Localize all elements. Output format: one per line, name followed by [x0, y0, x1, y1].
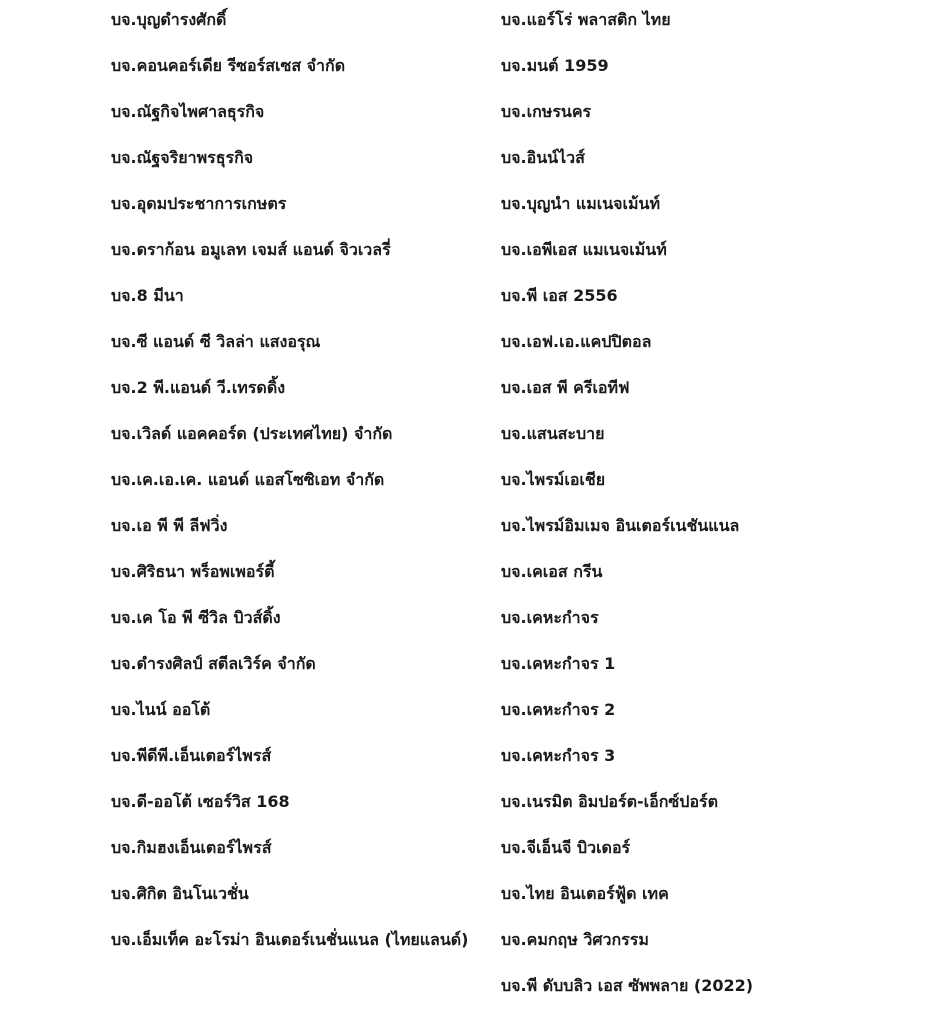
company-name: บจ.ศิกิต อินโนเวชั่น — [111, 884, 249, 903]
company-name: บจ.เนรมิต อิมปอร์ต-เอ็กซ์ปอร์ต — [501, 792, 719, 811]
company-name: บจ.ดราก้อน อมูเลท เจมส์ แอนด์ จิวเวลรี่ — [111, 240, 391, 259]
company-name: บจ.8 มีนา — [111, 286, 184, 305]
company-name: บจ.คอนคอร์เดีย รีซอร์สเซส จำกัด — [111, 56, 346, 75]
company-name: บจ.ณัฐจริยาพรธุรกิจ — [111, 148, 254, 167]
company-name: บจ.ซี แอนด์ ซี วิลล่า แสงอรุณ — [111, 332, 321, 351]
company-name: บจ.ดำรงศิลป์ สตีลเวิร์ค จำกัด — [111, 654, 316, 673]
company-name: บจ.คมกฤษ วิศวกรรม — [501, 930, 649, 949]
company-name: บจ.จีเอ็นจี บิวเดอร์ — [501, 838, 631, 857]
company-name: บจ.เคหะกำจร 3 — [501, 746, 616, 765]
company-name: บจ.เวิลด์ แอคคอร์ด (ประเทศไทย) จำกัด — [111, 424, 393, 443]
company-name: บจ.แอร์โร่ พลาสติก ไทย — [501, 10, 671, 29]
company-name: บจ.อินน์ไวส์ — [501, 148, 585, 167]
company-name: บจ.ณัฐกิจไพศาลธุรกิจ — [111, 102, 265, 121]
company-name: บจ.บุญดำรงศักดิ์ — [111, 10, 227, 29]
company-name: บจ.แสนสะบาย — [501, 424, 605, 443]
company-name: บจ.ไทย อินเตอร์ฟู้ด เทค — [501, 884, 669, 903]
company-name: บจ.เอ พี พี ลีฟวิ่ง — [111, 516, 228, 535]
company-name: บจ.เอฟ.เอ.แคปปิตอล — [501, 332, 652, 351]
company-name: บจ.พีดีพี.เอ็นเตอร์ไพรส์ — [111, 746, 272, 765]
company-name: บจ.ไพรม์อิมเมจ อินเตอร์เนชันแนล — [501, 516, 740, 535]
company-name: บจ.เอส พี ครีเอทีฟ — [501, 378, 630, 397]
company-name: บจ.ศิริธนา พร็อพเพอร์ตี้ — [111, 562, 275, 581]
right-company-column — [501, 4, 921, 1016]
company-name: บจ.เค โอ พี ซีวิล บิวส์ดิ้ง — [111, 608, 281, 627]
company-name: บจ.ไนน์ ออโต้ — [111, 700, 211, 719]
company-name: บจ.พี เอส 2556 — [501, 286, 618, 305]
company-name: บจ.เคหะกำจร 2 — [501, 700, 616, 719]
company-name: บจ.เคเอส กรีน — [501, 562, 603, 581]
company-name: บจ.มนต์ 1959 — [501, 56, 609, 75]
company-name: บจ.เอ็มเท็ค อะโรม่า อินเตอร์เนชั่นแนล (ไทยแลนด์) — [111, 930, 469, 949]
company-name: บจ.เค.เอ.เค. แอนด์ แอสโซซิเอท จำกัด — [111, 470, 385, 489]
company-name: บจ.พี ดับบลิว เอส ซัพพลาย (2022) — [501, 976, 754, 995]
company-name: บจ.ดี-ออโต้ เซอร์วิส 168 — [111, 792, 290, 811]
company-name: บจ.เคหะกำจร 1 — [501, 654, 616, 673]
company-name: บจ.ไพรม์เอเชีย — [501, 470, 606, 489]
company-name: บจ.เคหะกำจร — [501, 608, 599, 627]
company-name: บจ.เอพีเอส แมเนจเม้นท์ — [501, 240, 667, 259]
left-company-column — [111, 4, 471, 970]
company-name: บจ.อุดมประชาการเกษตร — [111, 194, 287, 213]
company-name: บจ.บุญนำ แมเนจเม้นท์ — [501, 194, 661, 213]
company-name: บจ.เกษรนคร — [501, 102, 592, 121]
company-name: บจ.กิมฮงเอ็นเตอร์ไพรส์ — [111, 838, 272, 857]
company-name: บจ.2 พี.แอนด์ วี.เทรดดิ้ง — [111, 378, 286, 397]
